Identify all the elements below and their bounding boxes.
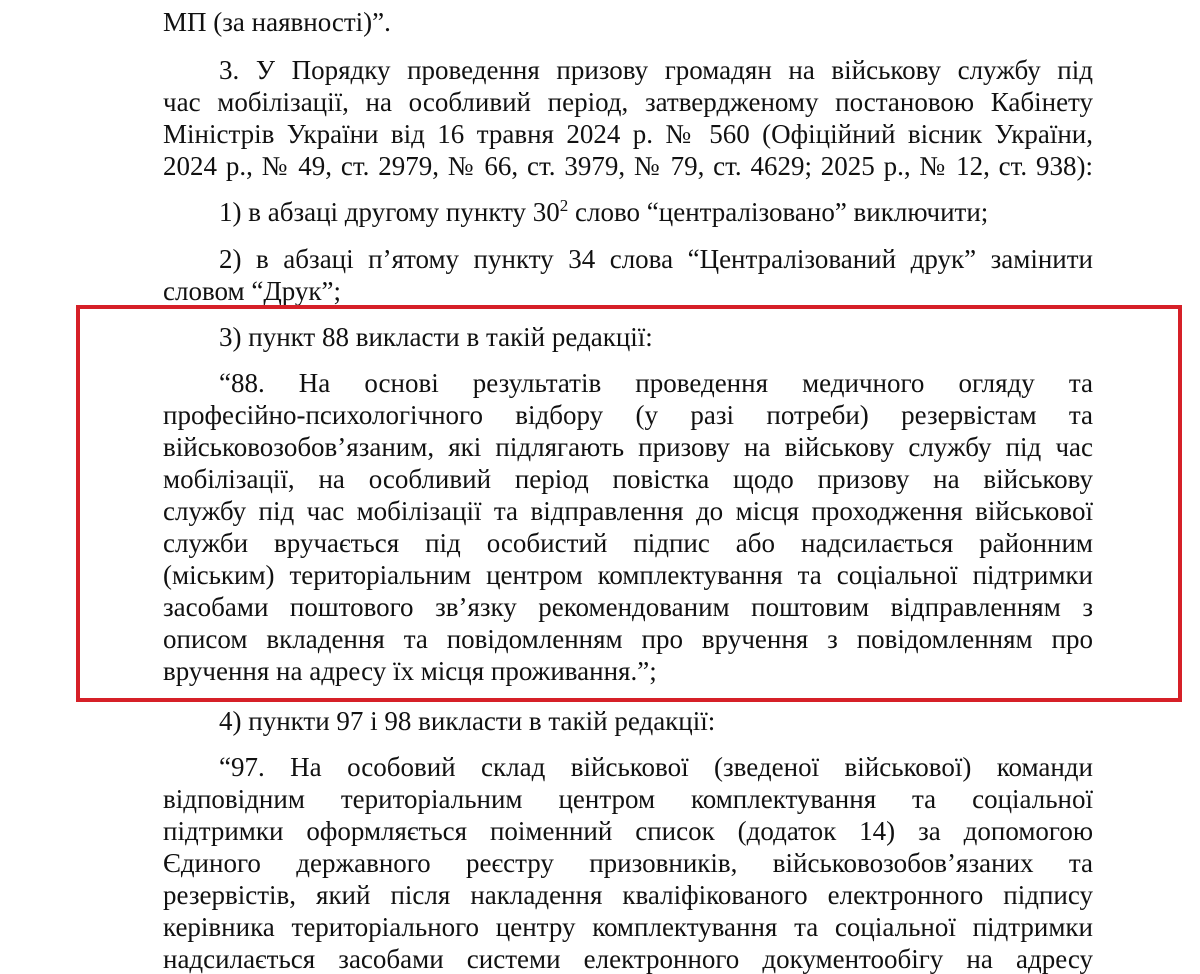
item1-line [219, 196, 1093, 228]
section3-line-3: Міністрів України від 16 травня 2024 р. № 560 (Офіційний вісник України, [163, 119, 1093, 149]
section3-line-4: 2024 р., № 49, ст. 2979, № 66, ст. 3979, № 79, ст. 4629; 2025 р., № 12, ст. 938): [163, 151, 1093, 181]
item3-line-10: вручення на адресу їх місця проживання.”; [163, 656, 657, 686]
item4-line-4: Єдиного державного реєстру призовників, військовозобов’язаних та [163, 848, 1093, 878]
item3-line-9: описом вкладення та повідомленням про вручення з повідомленням про [163, 624, 1093, 654]
item4-line-2: відповідним територіальним центром комплектування та соціальної [163, 784, 1093, 814]
section3-line-2: час мобілізації, на особливий період, затвердженому постановою Кабінету [163, 87, 1093, 117]
item1-superscript: 2 [559, 196, 569, 215]
item2-line-1: 2) в абзаці п’ятому пункту 34 слова “Централізований друк” замінити [219, 244, 1093, 274]
item4-intro: 4) пункти 97 і 98 викласти в такій редакції: [219, 706, 716, 736]
item3-line-2: професійно-психологічного відбору (у разі потреби) резервістам та [163, 400, 1093, 430]
item2-line-2: словом “Друк”; [163, 276, 341, 306]
signature-lines [163, 0, 523, 4]
highlight-box [76, 305, 1182, 702]
item3-line-7: (міським) територіальним центром комплектування та соціальної підтримки [163, 560, 1093, 590]
section3-line-1: 3. У Порядку проведення призову громадян на військову службу під [219, 55, 1093, 85]
item3-line-4: мобілізації, на особливий період повістка щодо призову на військову [163, 464, 1093, 494]
item4-line-5: резервістів, який після накладення кваліфікованого електронного підпису [163, 880, 1093, 910]
item3-line-5: службу під час мобілізації та відправлення до місця проходження військової [163, 496, 1093, 526]
item4-line-3: підтримки оформляється поіменний список (додаток 14) за допомогою [163, 816, 1093, 846]
item4-line-7: надсилається засобами системи електронного документообігу на адресу [163, 944, 1093, 974]
item1-before: 1) в абзаці другому пункту 30 [219, 197, 560, 227]
item3-line-6: служби вручається під особистий підпис або надсилається районним [163, 528, 1093, 558]
item3-line-8: засобами поштового зв’язку рекомендованим поштовим відправленням з [163, 592, 1093, 622]
item4-line-6: керівника територіального центру комплектування та соціальної підтримки [163, 912, 1093, 942]
item4-line-1: “97. На особовий склад військової (зведеної військової) команди [219, 752, 1093, 782]
item3-intro: 3) пункт 88 викласти в такій редакції: [219, 322, 653, 352]
item1-after: слово “централізовано” виключити; [568, 197, 989, 227]
item3-line-1: “88. На основі результатів проведення медичного огляду та [219, 368, 1093, 398]
header-line: МП (за наявності)”. [163, 7, 391, 37]
item3-line-3: військовозобов’язаним, які підлягають призову на військову службу під час [163, 432, 1093, 462]
